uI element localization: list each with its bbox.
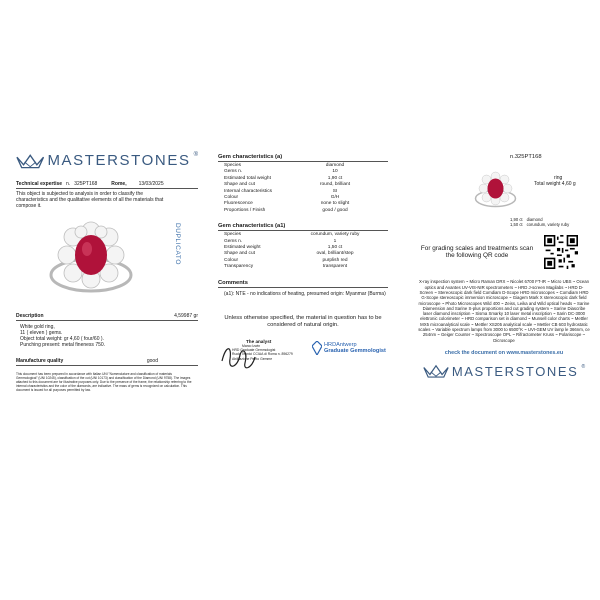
- gem-a-row: [224, 208, 388, 214]
- gem-a1-value: 1,50 ct: [327, 245, 343, 251]
- analyst-line: Abilitazione Perito Gemme: [232, 356, 273, 361]
- gem-a1-key: Shape and cut: [224, 251, 255, 257]
- gem-a1-value: 1: [333, 238, 337, 244]
- qr-instructions: For grading scales and treatments scan the following QR code: [420, 244, 534, 260]
- gem-a1-value: transparent: [322, 264, 348, 270]
- hrd-badge: [312, 341, 386, 355]
- verify-link[interactable]: check the document on www.masterstones.eu: [444, 349, 564, 356]
- divider: [16, 365, 198, 366]
- divider: [218, 161, 388, 162]
- gem-a-value: none to slight: [320, 201, 350, 207]
- gem-a1-value: corundum, variety ruby: [310, 232, 360, 238]
- gem-a-key: Gems n.: [224, 169, 243, 175]
- gem-a1-key: Colour: [224, 257, 239, 263]
- gem-a-value: G/H: [330, 195, 340, 201]
- divider: [16, 320, 198, 321]
- legend-species: corundum, variety ruby: [526, 222, 570, 228]
- quality-header: [16, 358, 198, 364]
- gem-a1-key: Species: [224, 232, 242, 238]
- gem-a1-row: [224, 264, 388, 270]
- analyst-signature-block: [218, 339, 388, 379]
- divider: [218, 287, 388, 288]
- ruby-ring-thumbnail: [468, 167, 528, 215]
- gem-a1-key: Gems n.: [224, 238, 243, 244]
- gem-a1-value: oval, brilliant/step: [316, 251, 354, 257]
- description-line: Object total weight: gr 4,60 ( four/60 ).: [20, 336, 104, 342]
- hrd-logo-icon: [312, 341, 322, 355]
- expertise-label: Technical expertise: [16, 181, 63, 187]
- comments-text: (a1): NTE - no indications of heating, presumed origin: Myanmar (Burma): [224, 290, 386, 297]
- expertise-line: [16, 181, 198, 187]
- description-header: [16, 313, 198, 319]
- analyst-line: HRD Graduate Gemmologist: [232, 347, 276, 352]
- gem-a-key: Proportions / Finish: [224, 207, 266, 213]
- gem-a1-title: Gem characteristics (a1): [218, 223, 286, 230]
- expertise-place: Rome,: [111, 181, 127, 187]
- qr-section: [418, 235, 590, 269]
- gem-a-value: diamond: [325, 163, 345, 168]
- description-line: White gold ring,: [20, 324, 55, 330]
- crown-logo-icon: [423, 364, 449, 378]
- quality-value: good: [146, 358, 158, 364]
- gem-a-key: Shape and cut: [224, 182, 255, 188]
- qr-code-icon[interactable]: [544, 235, 578, 269]
- hrd-line1: HRDAntwerp: [324, 341, 357, 348]
- masterstones-logo-bottom: [418, 364, 590, 379]
- crown-logo-icon: [16, 153, 44, 169]
- right-item-info: [534, 175, 576, 215]
- analyst-text: [232, 339, 293, 361]
- analyst-title: The analyst: [246, 338, 272, 344]
- hrd-line2: Graduate Gemmologist: [324, 347, 386, 354]
- item-name: ring: [554, 175, 563, 181]
- description-label: Description: [16, 313, 44, 319]
- legend-row: [510, 222, 590, 227]
- gem-a-value: 1,90 ct: [327, 175, 343, 181]
- right-photo-row: [418, 167, 590, 215]
- gem-a-key: Species: [224, 163, 242, 168]
- gem-a-value: round, brilliant: [319, 182, 351, 188]
- expertise-number-label: n.: [66, 181, 71, 187]
- gem-a-key: Fluorescence: [224, 201, 253, 207]
- gem-a-title: Gem characteristics (a): [218, 154, 283, 160]
- certificate-back-panel: [418, 140, 590, 395]
- gem-a1-table: [224, 232, 388, 270]
- description-line: Punching present: metal fineness 750.: [20, 342, 106, 348]
- gem-a-table: [224, 163, 388, 214]
- gem-a-value: good / good: [322, 207, 348, 213]
- analyst-line: Ruolo Tecnici CCIAA di Roma n. 896279: [232, 352, 293, 357]
- instruments-list: X-ray inspection system ~ Micro Raman DRX ~ Nicolet 6700 FT-IR ~ Micro UBS ~ Ocean optics and Avantes UV-VIS-NIR spectrometers ~ HRD J-screen Magilabs ~ HRD D-Screen ~ Stereoscopic dark field Comdiam D-Scope HRD microscopes ~ Comdiam HRD G-Scope stereoscopic immersion microscope ~ Giagem Mark X stereoscopic dark field microscope ~ Photo Microscopes Wild 400 ~ Zeiss, Leika and Wild optical heads ~ Sarine Diamension and Sarine S-plus proportions and cut grading system ~ Sarine Diascribe laser diamond inscription ~ Sisma Smarky 10 laser metal inscription ~ Sarin DC-3000 elettronic colorimeter ~ HRD comparison set in diamond ~ Munsell color charts ~ Mettler MX5 microanalytical scale ~ Mettler XS205 analytical scale ~ Mettler CB 603 hydrostatic scales ~ Variable spectrum lamps from 3000 to 6500°K ~ UVI-GEM UV lamp le 366nm, ce 254nm ~ Geiger Counter ~ Spectroscope OPL ~ Rifractometer Kruss ~ Polariscope ~ Dicroscope: [418, 279, 590, 343]
- gem-a1-value: purplish red: [322, 257, 348, 263]
- gem-a1-key: Estimated weight: [224, 245, 261, 251]
- certificate-middle-panel: [218, 140, 388, 395]
- right-number: n.325PT168: [510, 154, 542, 160]
- brand-name: MASTERSTONES: [47, 152, 191, 169]
- weight-legend: [510, 217, 590, 227]
- comments-title: Comments: [218, 279, 248, 286]
- masterstones-logo: [16, 152, 198, 169]
- expertise-date: 13/03/2025: [138, 181, 164, 187]
- brand-name: MASTERSTONES: [451, 363, 579, 379]
- certificate-front-panel: [16, 140, 198, 395]
- gem-a-key: Colour: [224, 195, 239, 201]
- description-weight: 4,59987 gr: [174, 313, 198, 319]
- legend-species: diamond: [526, 217, 543, 222]
- intro-text: This object is subjected to analysis in order to classify the characteristics and the qualitative elements of all the materials that compose it.: [16, 191, 164, 209]
- brand-reg-mark: ®: [193, 152, 198, 158]
- gem-a-key: Internal characteristics: [224, 188, 272, 194]
- gem-a-value: 10: [332, 169, 338, 175]
- divider: [218, 230, 388, 231]
- expertise-number: 325PT168: [74, 181, 98, 187]
- duplicate-stamp: DUPLICATO: [174, 223, 181, 266]
- divider: [16, 188, 198, 189]
- legend-weight: 1,50 ct: [510, 222, 523, 228]
- natural-origin-note: Unless otherwise specified, the material in question has to be considered of natural origin.: [224, 314, 382, 328]
- quality-label: Manufacture quality: [16, 358, 64, 364]
- item-total-weight: Total weight 4,60 g: [534, 181, 576, 187]
- product-photo: [16, 217, 198, 303]
- ruby-diamond-ring-image: [36, 217, 156, 303]
- description-line: 11 ( eleven ) gems.: [20, 330, 63, 336]
- brand-reg-mark: ®: [581, 363, 586, 370]
- description-lines: [20, 324, 198, 348]
- gem-a1-key: Transparency: [224, 264, 254, 270]
- gem-a-key: Estimated total weight: [224, 175, 271, 181]
- analyst-line: Marco Izwin: [242, 343, 261, 348]
- gem-a-value: SI: [332, 188, 338, 194]
- legend-weight: 1,90 ct: [510, 217, 523, 222]
- legal-disclaimer: This document has been prepared in accordance with Italian UNI "Nomenclature and classification of materials Gemmological" (UNI 10245), classification of the cut (UNI 10173) and classification of the Diamond (UNI 9758). The images attached to this document are for illustrative purposes only. Due to the presence of the frame, the relationship referring to the internal characteristics and the color of the diamonds, are indicative. The mass of gems is recognized on calculation. This document is issued for all purposes permitted by law.: [16, 372, 192, 393]
